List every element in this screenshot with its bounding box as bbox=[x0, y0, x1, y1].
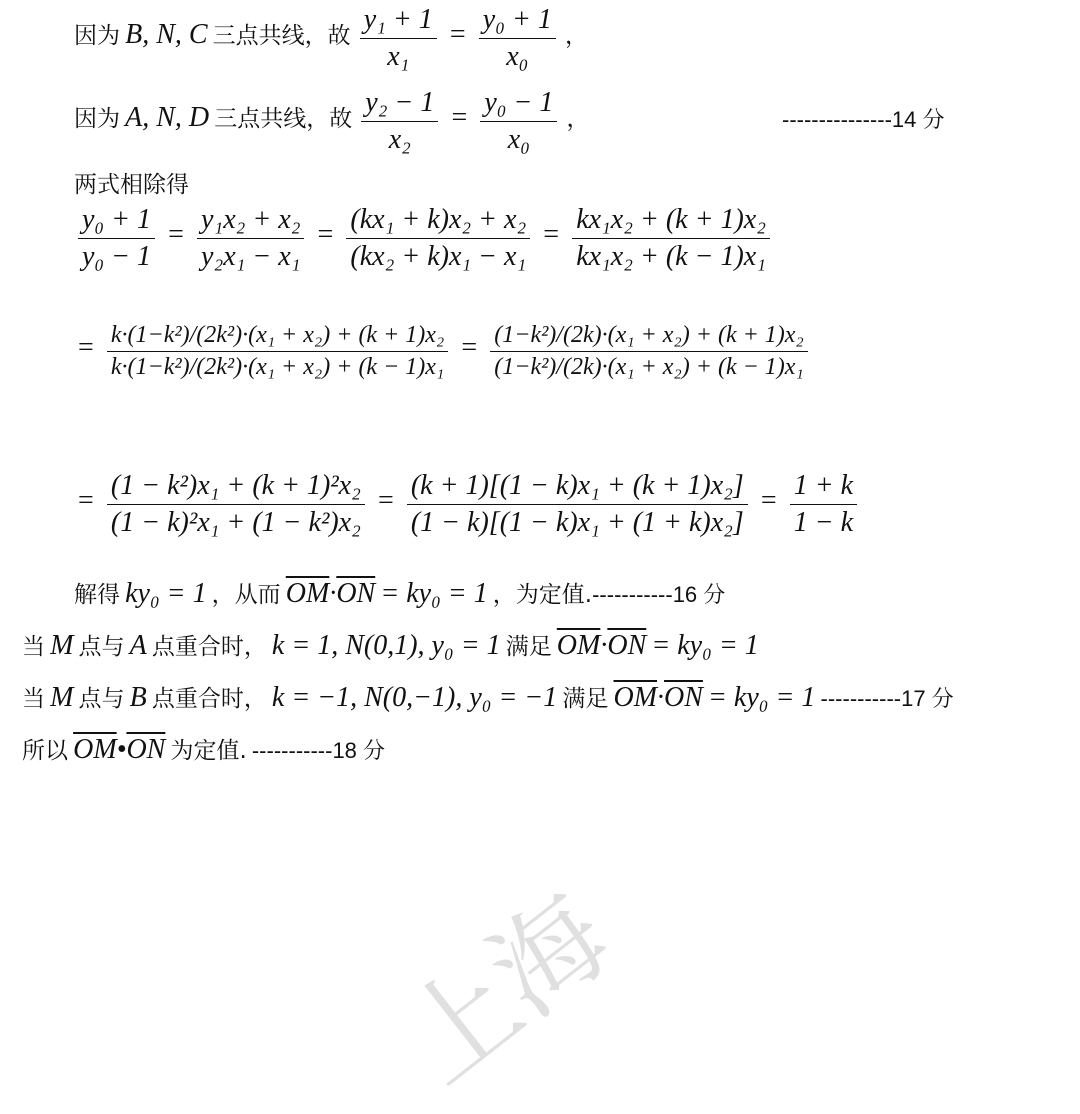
line-result: 解得 ky₀ = 1 ，从而 $\overline{OM}\cdot\overline{ON} = ky_0 = 1$ ，为定值.-----------16 分 bbox=[74, 578, 726, 609]
equation-simplify: = $\frac{\text{(1 − k²)x₁ + (k + 1)²x₂}}{\text{(1 − k)²x₁ + (1 − k²)x₂}}$ = $\frac{\text{(k + 1)[(1 − k)x₁ + (k + 1)x₂]}}{\text{(1 − k)[(1 − k)x₁ + (1 + k)x₂]}}$ = $\frac{1 + k}{1 - k}$ bbox=[74, 470, 861, 539]
vector-om: $\overline{OM}$ bbox=[285, 578, 330, 609]
equation-divide: $\frac{\text{y₀ + 1}}{\text{y₀ − 1}}$ = $\frac{\text{y₁x₂ + x₂}}{\text{y₂x₁ − x₁}}$ = $\frac{\text{(kx₁ + k)x₂ + x₂}}{\text{(kx₂ + k)x₁ − x₁}}$ = $\frac{\text{kx₁x₂ + (k + 1)x₂}}{\text{kx₁x₂ + (k − 1)x₁}}$ bbox=[74, 204, 774, 273]
fraction: $\frac{\text{y₁ + 1}}{\text{x₁}}$ bbox=[360, 4, 437, 73]
equation-substitute: = $\frac{\text{k·(1−k²)/(2k²)·(x₁ + x₂) + (k + 1)x₂}}{\text{k·(1−k²)/(2k²)·(x₁ + x₂) + (k − 1)x₁}}$ = $\frac{\text{(1−k²)/(2k)·(x₁ + x₂) + (k + 1)x₂}}{\text{(1−k²)/(2k)·(x₁ + x₂) + (k − 1)x₁}}$ bbox=[74, 322, 812, 381]
step-text: 两式相除得 bbox=[74, 172, 189, 198]
fraction: $\frac{\text{y₂ − 1}}{\text{x₂}}$ bbox=[361, 87, 438, 156]
vector-on: $\overline{ON}$ bbox=[336, 578, 376, 609]
line-conclusion: 所以 $\overline{OM}•\overline{ON}$ 为定值. -----------18 分 bbox=[22, 734, 386, 765]
line-collinear-and: 因为 A, N, D 三点共线，故 $\frac{\text{y₂ − 1}}{\text{x₂}}$ = $\frac{\text{y₀ − 1}}{\text{x₀}}$ ， bbox=[74, 87, 590, 155]
watermark: 上海 bbox=[379, 871, 633, 1108]
score-marker-16: -----------16 分 bbox=[592, 582, 726, 607]
score-marker-14: ---------------14 分 bbox=[782, 107, 945, 132]
line-case-a: 当 M 点与 A 点重合时， k = 1, N(0,1), y₀ = 1 满足 $\overline{OM}\cdot\overline{ON} = ky_0 = 1$ bbox=[22, 630, 759, 661]
fraction: $\frac{\text{y₀ + 1}}{\text{x₀}}$ bbox=[479, 4, 556, 73]
score-marker-17: -----------17 分 bbox=[820, 686, 954, 711]
line-collinear-bnc: 因为 B, N, C 三点共线，故 $\frac{\text{y₁ + 1}}{\text{x₁}}$ = $\frac{\text{y₀ + 1}}{\text{x₀}}$ ， bbox=[74, 4, 588, 72]
fraction: $\frac{\text{y₀ − 1}}{\text{x₀}}$ bbox=[480, 87, 557, 156]
score-marker-18: -----------18 分 bbox=[251, 738, 386, 763]
line-case-b: 当 M 点与 B 点重合时， k = −1, N(0,−1), y₀ = −1 满足 $\overline{OM}\cdot\overline{ON} = ky_0 = 1$ -----------17 分 bbox=[22, 682, 954, 713]
